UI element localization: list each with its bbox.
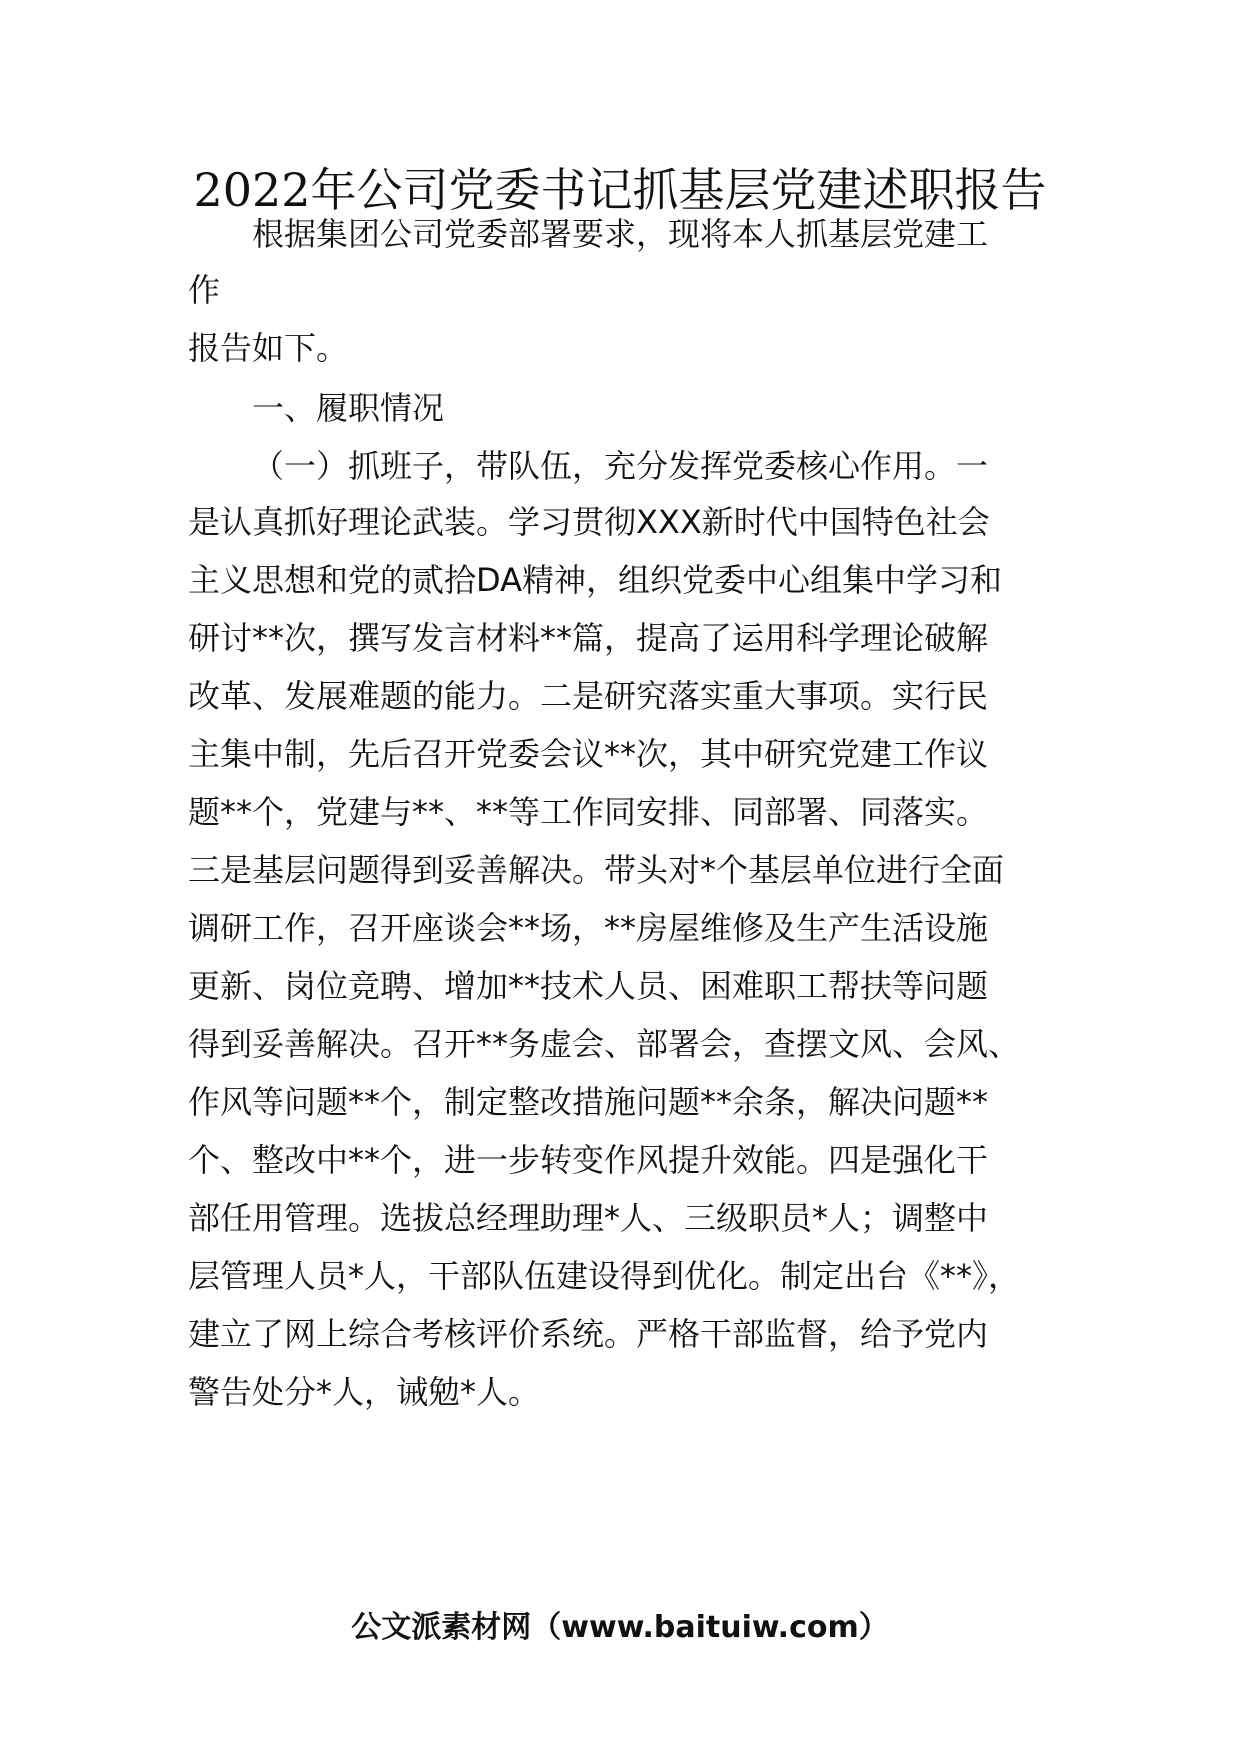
paragraph-line: 报告如下。 (188, 329, 349, 367)
paragraph-line: 是认真抓好理论武装。学习贯彻XXX新时代中国特色社会 (188, 503, 990, 541)
paragraph-line: 根据集团公司党委部署要求，现将本人抓基层党建工 (252, 215, 989, 253)
paragraph-line: 更新、岗位竞聘、增加**技术人员、困难职工帮扶等问题 (188, 967, 989, 1005)
paragraph-line: 研讨**次，撰写发言材料**篇，提高了运用科学理论破解 (188, 619, 989, 657)
paragraph-line: 作风等问题**个，制定整改措施问题**余条，解决问题** (188, 1083, 989, 1121)
paragraph-line: 主义思想和党的贰拾DA精神，组织党委中心组集中学习和 (188, 561, 1002, 599)
paragraph-line: 题**个，党建与**、**等工作同安排、同部署、同落实。 (188, 793, 989, 831)
paragraph-line: 建立了网上综合考核评价系统。严格干部监督，给予党内 (188, 1315, 989, 1353)
paragraph-line: 部任用管理。选拔总经理助理*人、三级职员*人；调整中 (188, 1199, 989, 1237)
page-footer: 公文派素材网（www.baituiw.com） (351, 1610, 889, 1645)
paragraph-line: 警告处分*人，诫勉*人。 (188, 1373, 541, 1411)
paragraph-line: 层管理人员*人，干部队伍建设得到优化。制定出台《**》， (188, 1257, 1021, 1295)
paragraph-line: 得到妥善解决。召开**务虚会、部署会，查摆文风、会风、 (188, 1025, 1021, 1063)
paragraph-line: 个、整改中**个，进一步转变作风提升效能。四是强化干 (188, 1141, 989, 1179)
section-heading: 一、履职情况 (252, 389, 445, 427)
paragraph-line: 主集中制，先后召开党委会议**次，其中研究党建工作议 (188, 735, 989, 773)
paragraph-line: 三是基层问题得到妥善解决。带头对*个基层单位进行全面 (188, 851, 1005, 889)
paragraph-line: 改革、发展难题的能力。二是研究落实重大事项。实行民 (188, 677, 989, 715)
paragraph-line: 调研工作，召开座谈会**场，**房屋维修及生产生活设施 (188, 909, 989, 947)
paragraph-line: （一）抓班子，带队伍，充分发挥党委核心作用。一 (252, 447, 989, 485)
paragraph-line: 作 (188, 271, 221, 309)
document-title: 2022年公司党委书记抓基层党建述职报告 (193, 163, 1047, 217)
